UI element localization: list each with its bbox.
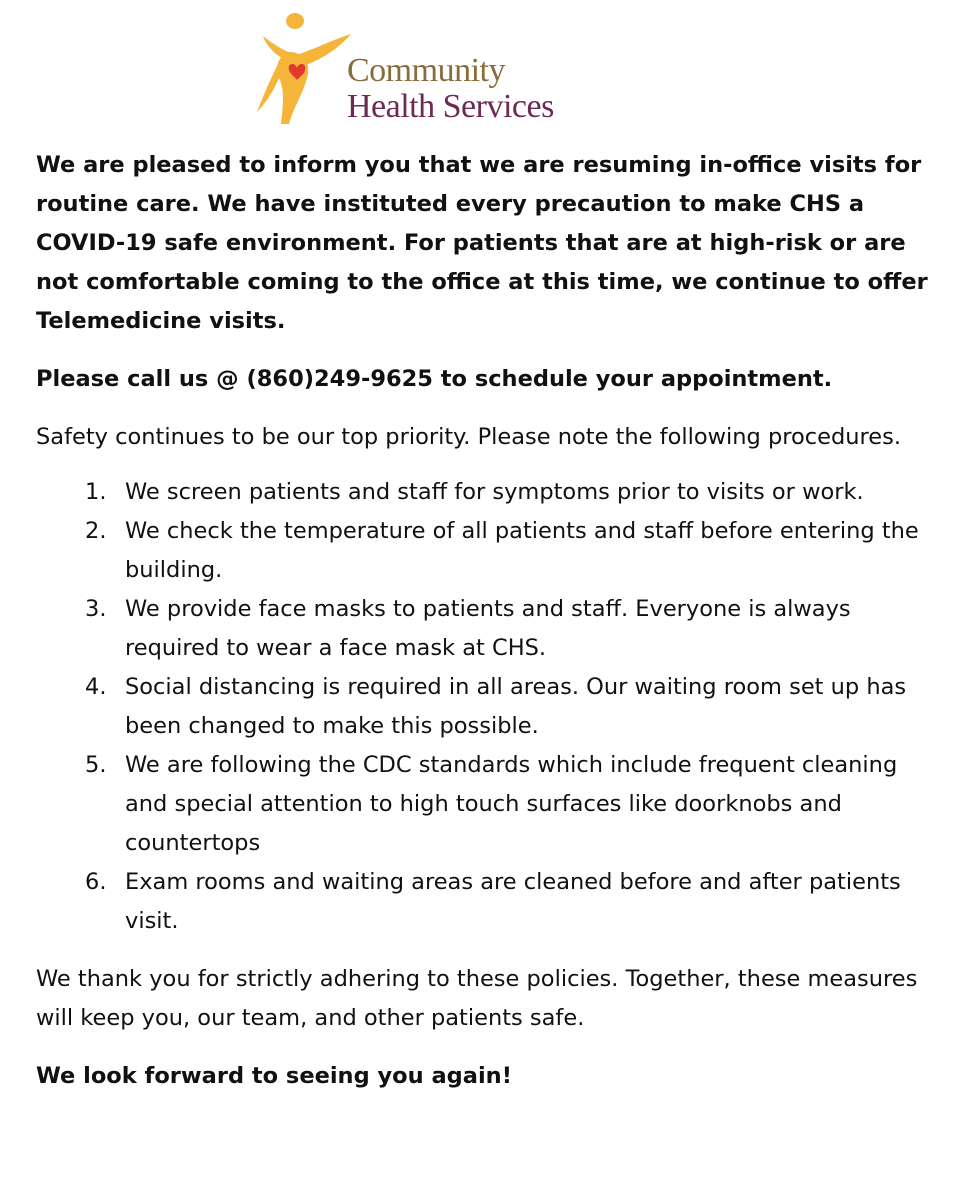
list-item-number: 4.: [85, 674, 107, 700]
list-item: [36, 473, 946, 512]
person-heart-logo-icon: [255, 8, 355, 128]
list-item-number: 3.: [85, 596, 107, 622]
call-paragraph: Please call us @ (860)249-9625 to schedule your appointment.: [36, 366, 833, 392]
list-item-text: We check the temperature of all patients and staff before entering the building.: [125, 518, 919, 583]
logo-text-health-services: Health Services: [347, 88, 554, 125]
list-item-number: 2.: [85, 518, 107, 544]
list-item: [36, 746, 946, 863]
closing-paragraph: We look forward to seeing you again!: [36, 1063, 512, 1089]
thanks-paragraph: We thank you for strictly adhering to these policies. Together, these measures will keep you, our team, and other patients safe.: [36, 966, 918, 1031]
list-item-text: We screen patients and staff for symptoms prior to visits or work.: [125, 479, 864, 505]
notice-body: [36, 146, 946, 1096]
safety-paragraph: Safety continues to be our top priority. Please note the following procedures.: [36, 424, 902, 450]
list-item-number: 1.: [85, 479, 107, 505]
list-item-text: We provide face masks to patients and staff. Everyone is always required to wear a face mask at CHS.: [125, 596, 851, 661]
list-item: [36, 863, 946, 941]
list-item: [36, 590, 946, 668]
list-item-number: 5.: [85, 752, 107, 778]
logo: [255, 8, 615, 128]
list-item-text: We are following the CDC standards which include frequent cleaning and special attention to high touch surfaces like doorknobs and countertops: [125, 752, 898, 856]
list-item: [36, 668, 946, 746]
list-item-text: Exam rooms and waiting areas are cleaned before and after patients visit.: [125, 869, 901, 934]
list-item: [36, 512, 946, 590]
logo-text-community: Community: [347, 52, 505, 89]
list-item-number: 6.: [85, 869, 107, 895]
intro-paragraph: We are pleased to inform you that we are resuming in-office visits for routine care. We have instituted every precaution to make CHS a COVID-19 safe environment. For patients that are at high-risk or are not comfortable coming to the office at this time, we continue to offer Telemedicine visits.: [36, 152, 928, 334]
procedures-list: [36, 473, 946, 941]
list-item-text: Social distancing is required in all areas. Our waiting room set up has been changed to make this possible.: [125, 674, 907, 739]
